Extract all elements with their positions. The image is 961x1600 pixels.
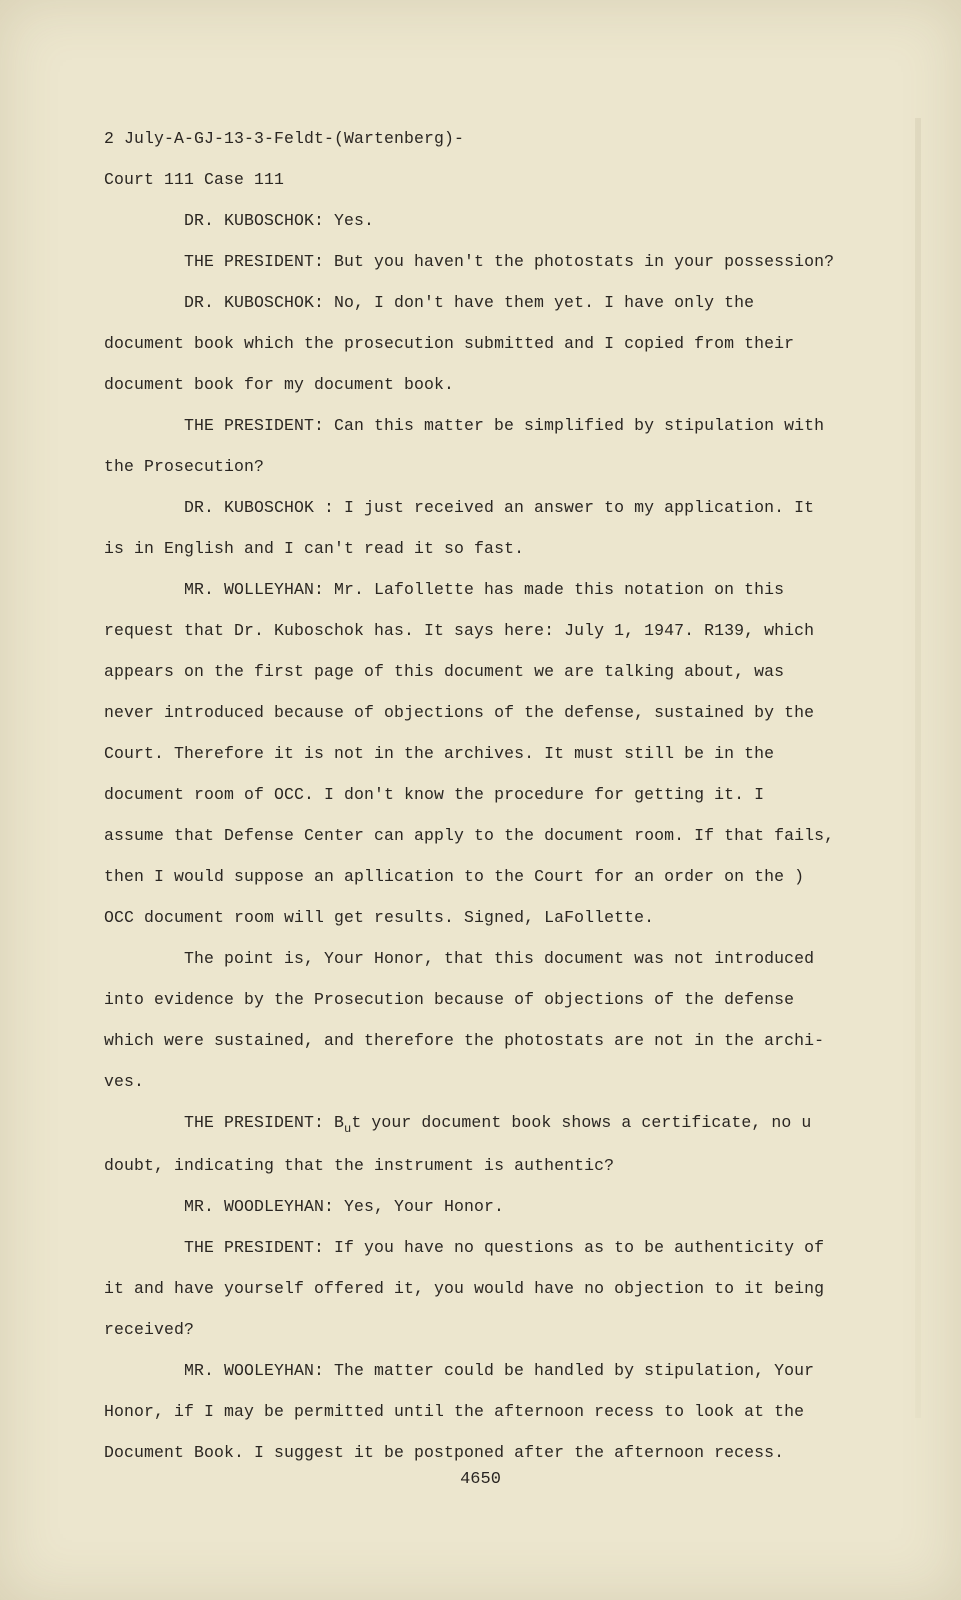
transcript-line: DR. KUBOSCHOK: No, I don't have them yet. I have only the <box>184 293 755 312</box>
transcript-line: it and have yourself offered it, you would have no objection to it being <box>104 1279 825 1298</box>
transcript-line: DR. KUBOSCHOK: Yes. <box>184 211 375 230</box>
transcript-line: The point is, Your Honor, that this document was not introduced <box>184 949 815 968</box>
transcript-line: THE PRESIDENT: If you have no questions as to be authenticity of <box>184 1238 825 1257</box>
transcript-line: the Prosecution? <box>104 457 265 476</box>
transcript-line: THE PRESIDENT: Can this matter be simplified by stipulation with <box>184 416 825 435</box>
transcript-line: MR. WOODLEYHAN: Yes, Your Honor. <box>184 1197 505 1216</box>
transcript-line: DR. KUBOSCHOK : I just received an answer to my application. It <box>184 498 815 517</box>
page-number: 4650 <box>460 1470 501 1489</box>
transcript-line: never introduced because of objections of the defense, sustained by the <box>104 703 815 722</box>
header-line: 2 July-A-GJ-13-3-Feldt-(Wartenberg)- <box>104 129 465 148</box>
transcript-line: appears on the first page of this document we are talking about, was <box>104 662 785 681</box>
transcript-line: which were sustained, and therefore the photostats are not in the archi- <box>104 1031 825 1050</box>
transcript-line: received? <box>104 1320 195 1339</box>
transcript-line: assume that Defense Center can apply to the document room. If that fails, <box>104 826 835 845</box>
transcript-line: then I would suppose an apllication to the Court for an order on the ) <box>104 867 805 886</box>
transcript-line <box>104 1102 864 1145</box>
transcript-line: document room of OCC. I don't know the procedure for getting it. I <box>104 785 765 804</box>
transcript-line: OCC document room will get results. Signed, LaFollette. <box>104 908 655 927</box>
court-line: Court 111 Case 111 <box>104 170 285 189</box>
transcript-line: doubt, indicating that the instrument is authentic? <box>104 1156 615 1175</box>
transcript-line: Honor, if I may be permitted until the afternoon recess to look at the <box>104 1402 805 1421</box>
transcript-line: document book which the prosecution submitted and I copied from their <box>104 334 795 353</box>
transcript-line: into evidence by the Prosecution because of objections of the defense <box>104 990 795 1009</box>
transcript-body <box>104 118 864 1473</box>
transcript-line: is in English and I can't read it so fast. <box>104 539 525 558</box>
transcript-line: document book for my document book. <box>104 375 455 394</box>
transcript-line: request that Dr. Kuboschok has. It says here: July 1, 1947. R139, which <box>104 621 815 640</box>
transcript-line: Document Book. I suggest it be postponed after the afternoon recess. <box>104 1443 785 1462</box>
transcript-line: THE PRESIDENT: But you haven't the photostats in your possession? <box>184 252 835 271</box>
transcript-line: MR. WOLLEYHAN: Mr. Lafollette has made this notation on this <box>184 580 785 599</box>
paper-shadow <box>915 118 921 1418</box>
transcript-line: MR. WOOLEYHAN: The matter could be handled by stipulation, Your <box>184 1361 815 1380</box>
line-text-part: t your document book shows a certificate, no u <box>351 1113 812 1132</box>
transcript-line: Court. Therefore it is not in the archives. It must still be in the <box>104 744 775 763</box>
line-text-part: THE PRESIDENT: B <box>184 1113 345 1132</box>
subscript-letter: u <box>344 1122 352 1136</box>
transcript-line: ves. <box>104 1072 145 1091</box>
